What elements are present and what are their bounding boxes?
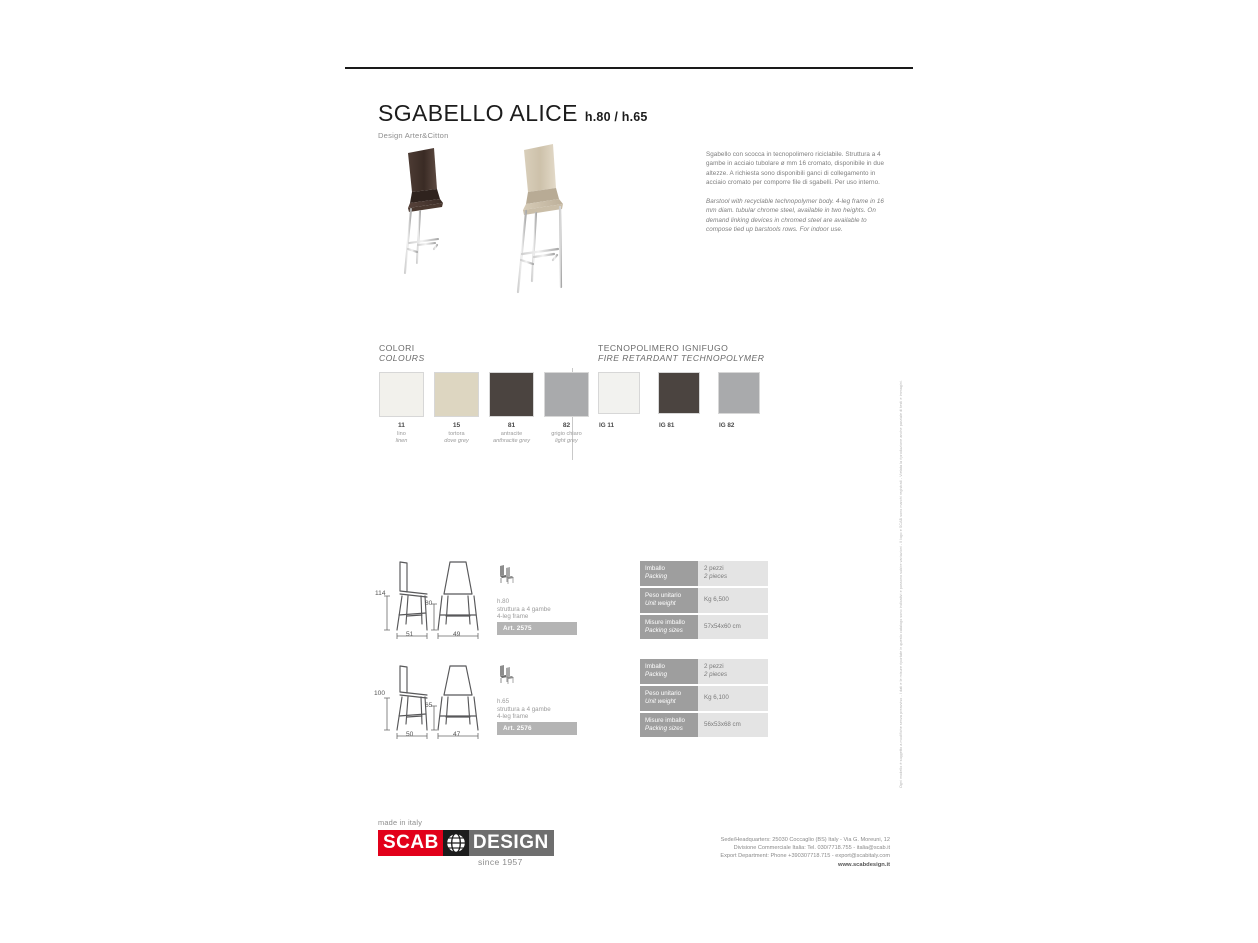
address-line-3: Export Department: Phone +390307718.715 - export@scabitaly.com xyxy=(720,853,890,859)
made-in-italy-label: made in italy xyxy=(378,818,423,827)
colour-name-11: lino linen xyxy=(395,431,408,444)
packing-row xyxy=(640,686,768,711)
technopolymer-chip-IG-11 xyxy=(598,372,640,414)
colour-code-81: 81 xyxy=(507,422,516,429)
colour-swatch-81[interactable] xyxy=(489,372,534,445)
description-english: Barstool with recyclable technopolymer body. 4-leg frame in 16 mm diam. tubular chrome steel, available in two heights. On demand linking devices in chromed steel are available to compose tied up barstools rows. For indoor use. xyxy=(706,198,884,234)
colour-name-15: tortora dove grey xyxy=(444,431,469,444)
colour-swatch-82[interactable] xyxy=(544,372,589,445)
stool-side-front-drawing-2 xyxy=(378,658,496,740)
colours-heading-en: COLOURS xyxy=(379,353,425,363)
dim-total-height-2: 100 xyxy=(374,690,386,697)
colour-swatch-row xyxy=(379,372,599,445)
description-italian: Sgabello con scocca in tecnopolimero riciclabile. Struttura a 4 gambe in acciaio tubolare ø mm 16 cromato, disponibile in due altezze. A richiesta sono disponibili ganci di collegamento in acciaio cromato per comporre file di sgabelli. Per uso interno. xyxy=(706,151,885,186)
technopolymer-code-IG-11: IG 11 xyxy=(599,422,615,429)
model-note-height-2: h.65 xyxy=(497,698,510,705)
model-note-en-1: 4-leg frame xyxy=(497,613,529,621)
product-description xyxy=(706,150,891,244)
packing-value: 2 pezzi 2 pieces xyxy=(698,561,768,586)
packing-value: 56x53x68 cm xyxy=(698,713,768,738)
packing-table-2 xyxy=(640,659,768,739)
model-note-it-1: struttura a 4 gambe xyxy=(497,605,551,613)
packing-value: Kg 6,500 xyxy=(698,588,768,613)
packing-key: Misure imballo Packing sizes xyxy=(640,713,698,738)
technopolymer-heading-it: TECNOPOLIMERO IGNIFUGO xyxy=(598,343,729,353)
technopolymer-swatch-IG-82[interactable] xyxy=(718,372,760,429)
packing-value: 2 pezzi 2 pieces xyxy=(698,659,768,684)
header-rule xyxy=(345,67,913,69)
page-title: SGABELLO ALICE xyxy=(378,100,578,126)
address-line-1: Sede/Headquarters: 25030 Coccaglio (BS) Italy - Via G. Moreuni, 12 xyxy=(720,837,890,843)
technopolymer-chip-IG-81 xyxy=(658,372,700,414)
stool-side-front-drawing-1 xyxy=(378,558,496,640)
packing-key: Peso unitario Unit weight xyxy=(640,686,698,711)
technopolymer-heading-en: FIRE RETARDANT TECHNOPOLYMER xyxy=(598,353,765,363)
packing-key: Imballo Packing xyxy=(640,659,698,684)
model-drawing-1 xyxy=(375,558,496,645)
colour-chip-11 xyxy=(379,372,424,417)
technopolymer-swatch-row xyxy=(598,372,778,429)
colour-code-15: 15 xyxy=(452,422,461,429)
packing-value: 57x54x60 cm xyxy=(698,615,768,640)
model-note-2 xyxy=(497,698,587,721)
technopolymer-swatch-IG-11[interactable] xyxy=(598,372,640,429)
colour-name-82: grigio chiaro light grey xyxy=(551,431,582,444)
model-note-it-2: struttura a 4 gambe xyxy=(497,705,551,713)
title-heights: h.80 / h.65 xyxy=(584,110,648,124)
packing-key: Peso unitario Unit weight xyxy=(640,588,698,613)
side-legal-text: Ogni modello è soggetto a modifiche senza preavviso - I dati e le misure riportate in questo catalogo sono indicativi e possono subire variazioni - Il logo e SCAB sono marchi registrati - Vietata la riproduzione anche parziale di testi e immagini. xyxy=(899,380,903,788)
address-line-2: Divisione Commerciale Italia: Tel. 030/7718.755 - italia@scab.it xyxy=(733,845,890,851)
article-code-1: Art. 2575 xyxy=(497,622,577,635)
packing-key: Imballo Packing xyxy=(640,561,698,586)
technopolymer-swatch-IG-81[interactable] xyxy=(658,372,700,429)
packing-key: Misure imballo Packing sizes xyxy=(640,615,698,640)
packing-value: Kg 6,100 xyxy=(698,686,768,711)
colour-code-11: 11 xyxy=(398,422,405,429)
dim-seat-height-1: 80 xyxy=(425,600,433,607)
model-note-en-2: 4-leg frame xyxy=(497,713,529,721)
dim-width-front-2: 47 xyxy=(453,731,461,738)
since-label: since 1957 xyxy=(478,857,523,867)
dim-seat-height-2: 65 xyxy=(425,702,433,709)
stool-photo-light xyxy=(508,140,628,300)
stacking-chairs-icon-1 xyxy=(497,563,517,585)
dim-width-side-1: 51 xyxy=(406,631,414,638)
dim-total-height-1: 114 xyxy=(375,590,386,597)
colour-code-82: 82 xyxy=(562,422,571,429)
dim-width-front-1: 49 xyxy=(453,631,461,638)
model-note-height-1: h.80 xyxy=(497,598,510,605)
stacking-chairs-icon-2 xyxy=(497,663,517,685)
logo-scab-text: SCAB xyxy=(378,830,443,856)
company-address xyxy=(678,836,890,869)
website-link[interactable]: www.scabdesign.it xyxy=(838,862,890,868)
title-row xyxy=(378,100,918,127)
article-code-2: Art. 2576 xyxy=(497,722,577,735)
colour-chip-82 xyxy=(544,372,589,417)
packing-row xyxy=(640,561,768,586)
scab-design-logo xyxy=(378,830,549,856)
title-block xyxy=(378,100,918,140)
technopolymer-chip-IG-82 xyxy=(718,372,760,414)
colour-name-81: antracite anthracite grey xyxy=(492,431,530,444)
technopolymer-heading xyxy=(598,343,764,363)
packing-row xyxy=(640,713,768,738)
colour-chip-81 xyxy=(489,372,534,417)
packing-row xyxy=(640,615,768,640)
stool-photo-dark xyxy=(396,145,506,280)
packing-row xyxy=(640,588,768,613)
packing-row xyxy=(640,659,768,684)
technopolymer-code-IG-82: IG 82 xyxy=(719,422,735,429)
packing-table-1 xyxy=(640,561,768,641)
globe-icon xyxy=(443,830,469,856)
logo-design-text: DESIGN xyxy=(469,830,554,856)
colour-swatch-15[interactable] xyxy=(434,372,479,445)
model-drawing-2 xyxy=(374,658,496,745)
technopolymer-code-IG-81: IG 81 xyxy=(659,422,675,429)
colours-heading xyxy=(379,343,425,363)
model-note-1 xyxy=(497,598,587,621)
designer-credit: Design Arter&Citton xyxy=(378,131,449,140)
dim-width-side-2: 50 xyxy=(406,731,414,738)
colour-chip-15 xyxy=(434,372,479,417)
product-photos xyxy=(396,140,696,305)
colour-swatch-11[interactable] xyxy=(379,372,424,445)
colours-heading-it: COLORI xyxy=(379,343,415,353)
